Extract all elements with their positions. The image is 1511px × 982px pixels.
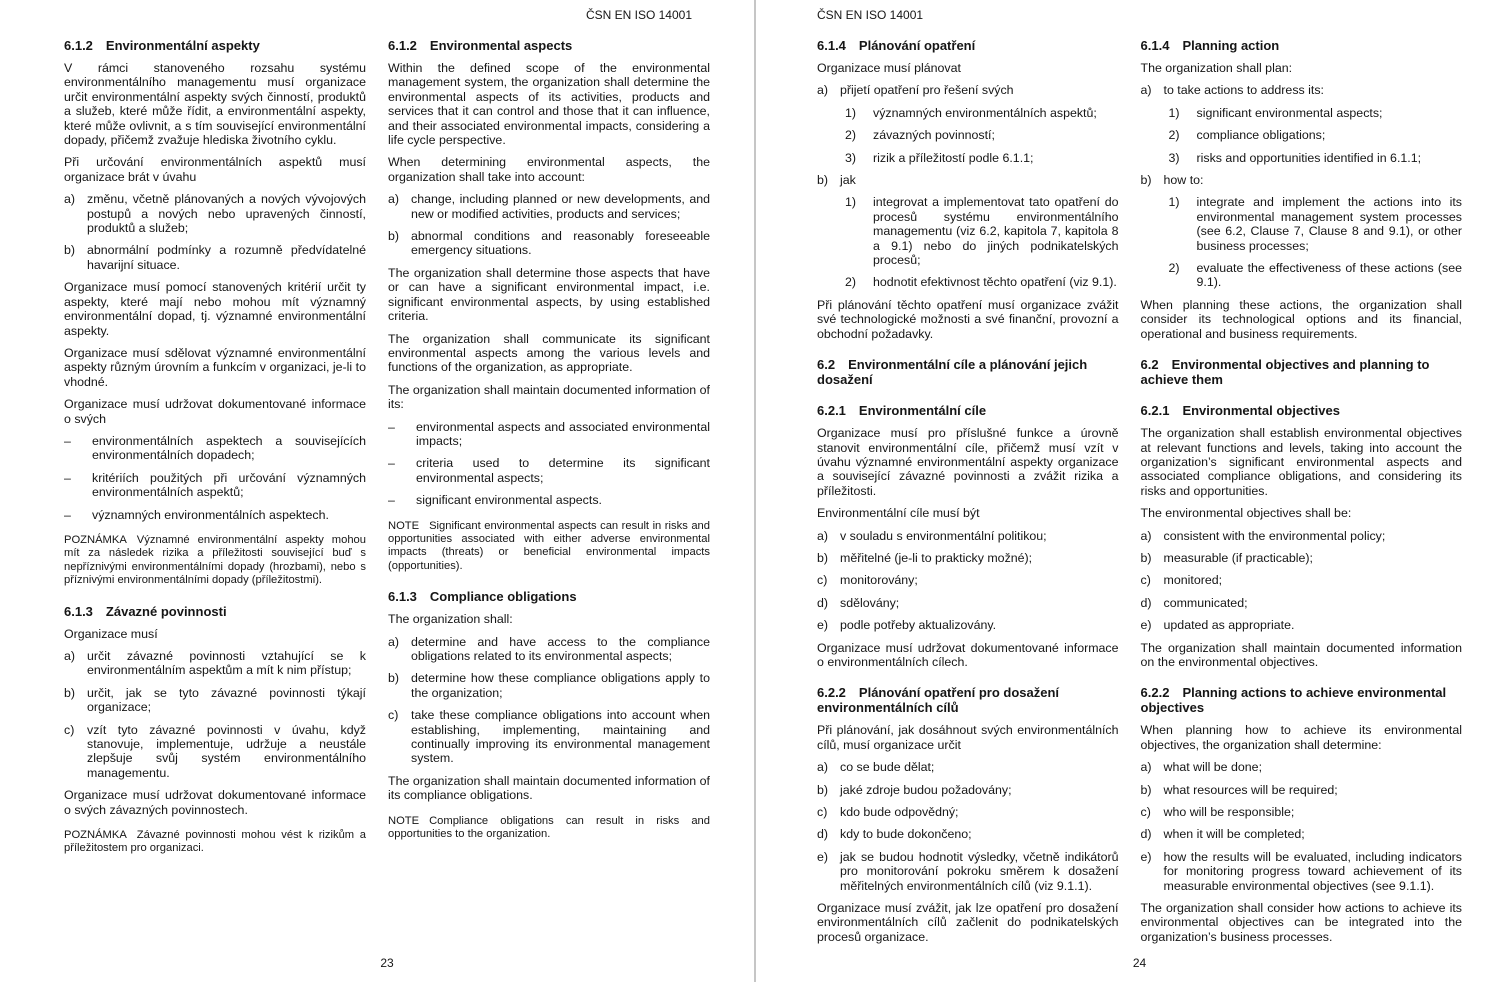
item-label: c) [1140, 573, 1151, 588]
item-text: The organization shall: [388, 612, 513, 627]
item-label: d) [817, 827, 829, 842]
paragraph [388, 61, 710, 147]
section-title: Závazné povinnosti [105, 603, 227, 619]
list-item-alpha [1141, 596, 1462, 610]
item-text: monitored; [1163, 573, 1223, 588]
paragraph [388, 612, 710, 626]
item-label: b) [64, 685, 76, 700]
paragraph [1141, 298, 1462, 341]
section-number: 6.2.1 [817, 403, 846, 419]
list-item-alpha [817, 805, 1119, 819]
paragraph [388, 155, 710, 184]
item-label: e) [1140, 849, 1152, 864]
item-text: sdělovány; [840, 595, 900, 610]
columns [817, 38, 1462, 952]
note [64, 829, 366, 856]
item-text: Při určování environmentálních aspektů musí organizace brát v úvahu [64, 155, 366, 184]
item-text: Organizace musí udržovat dokumentované informace o svých závazných povinnostech. [64, 788, 366, 817]
item-text: Environmentální cíle musí být [817, 506, 980, 521]
item-label: – [388, 456, 395, 471]
section-heading [388, 38, 710, 53]
list-item-alpha [1141, 760, 1462, 774]
item-label: – [388, 493, 395, 508]
list-item-alpha [388, 671, 710, 700]
columns [64, 38, 710, 866]
column-czech [64, 38, 366, 866]
item-text: Organizace musí pro příslušné funkce a úrovně stanovit environmentální cíle, přičemž musí vzít v úvahu významné environmentální aspekty organizace a související závazné povinnosti a zvážit rizika a příležitosti. [817, 426, 1119, 498]
item-text: podle potřeby aktualizovány. [840, 618, 997, 633]
section-heading [1141, 403, 1462, 418]
section-number: 6.1.3 [388, 589, 417, 605]
section-number: 6.2.1 [1140, 403, 1170, 419]
item-text: take these compliance obligations into account when establishing, implementing, maintaining and continually improving its environmental management system. [411, 708, 710, 766]
list-item-dash [388, 493, 710, 507]
item-text: The organization shall determine those aspects that have or can have a significant environmental impact, i.e. significant environmental aspects, by using established criteria. [388, 265, 710, 324]
item-label: b) [388, 671, 400, 686]
list-item-numbered [1141, 128, 1462, 142]
item-text: what will be done; [1163, 760, 1263, 775]
list-item-numbered [1141, 261, 1462, 290]
paragraph [64, 346, 366, 389]
item-label: – [64, 507, 71, 522]
item-label: POZNÁMKA [64, 533, 127, 546]
item-label: e) [817, 849, 829, 864]
paragraph [1141, 641, 1462, 670]
list-item-alpha [817, 618, 1119, 632]
item-text: The organization shall establish environmental objectives at relevant functions and levels, taking into account the organization’s significant environmental aspects and associated compliance obligations, and considering its risks and opportunities. [1140, 426, 1462, 498]
paragraph [1141, 426, 1462, 498]
section-heading [817, 403, 1119, 418]
item-text: kdo bude odpovědný; [840, 805, 959, 819]
list-item-alpha [817, 529, 1119, 543]
section-heading [64, 604, 366, 619]
item-label: a) [817, 83, 829, 98]
item-text: Organizace musí udržovat dokumentované informace o svých [64, 397, 366, 426]
item-text: The organization shall plan: [1140, 61, 1293, 75]
item-text: jaké zdroje budou požadovány; [840, 782, 1012, 797]
section-number: 6.1.3 [64, 603, 93, 619]
item-label: a) [388, 192, 400, 207]
item-label: b) [1140, 173, 1152, 188]
paragraph [388, 332, 710, 375]
list-item-alpha [817, 83, 1119, 97]
item-label: – [64, 433, 71, 448]
section-title: Environmentální cíle a plánování jejich dosažení [817, 357, 1088, 388]
item-text: Při plánování, jak dosáhnout svých environmentálních cílů, musí organizace určit [817, 723, 1119, 752]
section-heading [1141, 357, 1462, 387]
section-number: 6.1.4 [1140, 38, 1170, 53]
item-text: when it will be completed; [1163, 827, 1305, 842]
paragraph [64, 61, 366, 147]
item-text: kritériích použitých při určování významných environmentálních aspektů; [92, 470, 366, 500]
section-title: Environmental objectives [1182, 403, 1340, 419]
paragraph [817, 61, 1119, 75]
item-text: co se bude dělat; [840, 760, 935, 775]
item-label: NOTE [388, 519, 420, 532]
item-text: The organization shall maintain documented information on the environmental objectives. [1140, 640, 1462, 669]
item-label: b) [817, 173, 829, 188]
paragraph [1141, 901, 1462, 944]
column-english [388, 38, 710, 866]
item-text: abnormální podmínky a rozumně předvídatelné havarijní situace. [87, 243, 366, 272]
section-title: Plánování opatření [858, 38, 976, 53]
item-label: c) [64, 722, 75, 737]
list-item-alpha [817, 551, 1119, 565]
item-label: a) [817, 760, 829, 775]
column-english [1141, 38, 1462, 952]
item-label: – [388, 419, 395, 434]
item-text: The environmental objectives shall be: [1140, 506, 1352, 521]
item-label: 1) [1168, 105, 1180, 120]
section-number: 6.1.2 [388, 38, 417, 53]
note [388, 815, 710, 842]
item-text: significant environmental aspects; [1196, 105, 1383, 120]
page-number: 24 [1132, 956, 1147, 970]
item-text: Compliance obligations can result in risks and opportunities to the organization. [388, 814, 710, 841]
item-text: updated as appropriate. [1163, 618, 1295, 633]
list-item-alpha [817, 850, 1119, 893]
item-text: significant environmental aspects. [416, 493, 602, 508]
list-item-numbered [817, 106, 1119, 120]
list-item-numbered [1141, 195, 1462, 253]
list-item-alpha [64, 649, 366, 678]
page-24 [756, 0, 1511, 982]
list-item-alpha [388, 635, 710, 664]
paragraph [817, 641, 1119, 670]
item-label: 1) [845, 105, 857, 120]
item-text: změnu, včetně plánovaných a nových vývojových postupů a nových nebo upravených činností, produktů a služeb; [87, 192, 366, 236]
list-item-alpha [1141, 529, 1462, 543]
item-text: The organization shall maintain documented information of its: [388, 382, 710, 412]
item-text: The organization shall communicate its significant environmental aspects among the various levels and functions of the organization, as appropriate. [388, 331, 710, 375]
item-label: a) [1140, 528, 1152, 543]
item-text: integrovat a implementovat tato opatření do procesů systému environmentálního managementu (viz 6.2, kapitola 7, kapitola 8 a 9.1) nebo do jiných podnikatelských procesů; [873, 195, 1119, 268]
list-item-alpha [817, 573, 1119, 587]
item-text: Organizace musí [64, 626, 158, 641]
item-text: určit závazné povinnosti vztahující se k environmentálním aspektům a mít k nim přístup; [87, 649, 366, 678]
list-item-dash [64, 434, 366, 463]
list-item-alpha [1141, 83, 1462, 97]
section-title: Environmental aspects [429, 38, 573, 53]
section-title: Planning action [1182, 38, 1280, 53]
section-title: Compliance obligations [429, 589, 577, 605]
item-text: Significant environmental aspects can result in risks and opportunities associated with either adverse environmental impacts (threats) or beneficial environmental impacts (opportunities). [388, 519, 710, 572]
item-label: 1) [1168, 195, 1180, 210]
list-item-alpha [388, 229, 710, 258]
note [64, 534, 366, 588]
page-24-content [817, 0, 1462, 982]
list-item-dash [388, 420, 710, 449]
section-title: Environmentální aspekty [105, 38, 260, 53]
item-label: b) [64, 243, 76, 258]
list-item-dash [64, 471, 366, 500]
paragraph [64, 627, 366, 641]
item-label: 1) [845, 195, 857, 210]
paragraph [1141, 723, 1462, 752]
item-text: criteria used to determine its significant environmental aspects; [416, 456, 710, 485]
item-label: c) [817, 573, 828, 588]
item-text: přijetí opatření pro řešení svých [840, 83, 1014, 98]
item-text: When determining environmental aspects, the organization shall take into account: [388, 155, 710, 184]
list-item-alpha [1141, 551, 1462, 565]
item-label: b) [1140, 782, 1152, 797]
section-number: 6.2.2 [1140, 685, 1170, 701]
item-text: Významné environmentální aspekty mohou mít za následek rizika a příležitosti související buď s nepříznivými environmentálními dopady (hrozbami), nebo s příznivými environmentálními dopady (příležitostmi). [64, 533, 366, 587]
item-label: a) [1140, 83, 1152, 98]
paragraph [388, 774, 710, 803]
item-text: consistent with the environmental policy; [1163, 528, 1386, 543]
item-label: a) [817, 528, 829, 543]
list-item-numbered [1141, 151, 1462, 165]
item-label: 2) [845, 128, 857, 143]
list-item-alpha [1141, 173, 1462, 187]
section-heading [1141, 38, 1462, 53]
section-heading [817, 357, 1119, 387]
paragraph [388, 383, 710, 412]
item-text: Při plánování těchto opatření musí organizace zvážit své technologické možnosti a své finanční, provozní a obchodní požadavky. [817, 297, 1119, 341]
item-label: b) [817, 550, 829, 565]
item-text: communicated; [1163, 595, 1248, 610]
section-number: 6.2 [817, 357, 836, 373]
item-text: environmental aspects and associated environmental impacts; [416, 419, 710, 448]
item-text: to take actions to address its: [1163, 83, 1324, 98]
item-label: b) [1140, 550, 1152, 565]
list-item-alpha [64, 723, 366, 781]
section-heading [64, 38, 366, 53]
item-text: určit, jak se tyto závazné povinnosti týkají organizace; [87, 685, 366, 715]
note [388, 520, 710, 574]
running-header: ČSN EN ISO 14001 [585, 8, 692, 22]
paragraph [1141, 506, 1462, 520]
item-text: Organizace musí plánovat [817, 61, 961, 75]
section-number: 6.1.2 [64, 38, 93, 53]
item-label: – [64, 470, 71, 485]
list-item-alpha [817, 760, 1119, 774]
list-item-alpha [388, 192, 710, 221]
item-label: 2) [1168, 261, 1180, 276]
item-text: monitorovány; [840, 573, 918, 588]
section-number: 6.2.2 [817, 685, 846, 701]
item-label: 2) [1168, 128, 1180, 143]
item-text: Organizace musí pomocí stanovených kritérií určit ty aspekty, které mají nebo mohou mít významný environmentální dopad, tj. významné environmentální aspekty. [64, 280, 366, 338]
item-label: 3) [845, 150, 857, 165]
paragraph [817, 298, 1119, 341]
section-number: 6.2 [1140, 357, 1159, 373]
item-text: integrate and implement the actions into its environmental management system processes (see 6.2, Clause 7, Clause 8 and 9.1), or other business processes; [1196, 195, 1462, 253]
item-text: measurable (if practicable); [1163, 550, 1313, 565]
item-text: Organizace musí udržovat dokumentované informace o environmentálních cílech. [817, 640, 1119, 669]
item-text: rizik a příležitostí podle 6.1.1; [873, 150, 1034, 165]
item-text: determine and have access to the compliance obligations related to its environmental aspects; [411, 634, 710, 663]
item-text: The organization shall consider how actions to achieve its environmental objectives can be integrated into the organization’s business processes. [1140, 901, 1462, 944]
item-label: 2) [845, 275, 857, 290]
section-heading [1141, 685, 1462, 715]
list-item-dash [64, 508, 366, 522]
list-item-dash [388, 456, 710, 485]
item-label: POZNÁMKA [64, 829, 127, 842]
list-item-alpha [64, 243, 366, 272]
paragraph [64, 280, 366, 338]
item-label: d) [817, 595, 829, 610]
item-text: compliance obligations; [1196, 128, 1326, 143]
paragraph [817, 901, 1119, 944]
item-label: b) [817, 782, 829, 797]
list-item-numbered [1141, 106, 1462, 120]
item-label: e) [1140, 618, 1152, 633]
section-title: Environmentální cíle [858, 403, 987, 419]
column-czech [817, 38, 1119, 952]
item-label: 3) [1168, 150, 1180, 165]
list-item-alpha [1141, 783, 1462, 797]
running-header: ČSN EN ISO 14001 [817, 8, 924, 22]
item-label: a) [64, 192, 76, 207]
item-text: v souladu s environmentální politikou; [840, 528, 1047, 543]
list-item-alpha [817, 827, 1119, 841]
item-text: měřitelné (je-li to prakticky možné); [840, 550, 1033, 565]
item-label: d) [1140, 595, 1152, 610]
section-title: Plánování opatření pro dosažení environmentálních cílů [817, 685, 1060, 716]
list-item-numbered [817, 195, 1119, 267]
item-text: change, including planned or new developments, and new or modified activities, products and services; [411, 192, 710, 221]
list-item-alpha [64, 686, 366, 715]
list-item-alpha [64, 192, 366, 235]
list-item-alpha [1141, 850, 1462, 893]
item-label: e) [817, 618, 829, 633]
list-item-alpha [817, 173, 1119, 187]
list-item-alpha [817, 596, 1119, 610]
paragraph [817, 723, 1119, 752]
item-text: Organizace musí zvážit, jak lze opatření pro dosažení environmentálních cílů začlenit do podnikatelských procesů organizace. [817, 901, 1119, 944]
page-23-content [64, 0, 710, 982]
item-text: risks and opportunities identified in 6.1.1; [1196, 150, 1422, 165]
item-text: významných environmentálních aspektech. [92, 507, 329, 522]
item-label: c) [817, 805, 828, 819]
section-heading [388, 589, 710, 604]
item-label: c) [1140, 805, 1151, 819]
item-text: hodnotit efektivnost těchto opatření (viz 9.1). [873, 275, 1117, 290]
section-title: Environmental objectives and planning to achieve them [1140, 357, 1430, 388]
list-item-alpha [388, 708, 710, 766]
list-item-alpha [1141, 573, 1462, 587]
item-text: Within the defined scope of the environmental management system, the organization shall determine the environmental aspects of its activities, products and services that it can control and those that it can influence, and their associated environmental impacts, considering a life cycle perspective. [388, 61, 710, 148]
paragraph [817, 506, 1119, 520]
item-label: c) [388, 708, 399, 723]
item-text: významných environmentálních aspektů; [873, 105, 1097, 120]
item-text: how to: [1163, 173, 1204, 188]
item-text: how the results will be evaluated, including indicators for monitoring progress toward achievement of its measurable environmental objectives (see 9.1.1). [1163, 849, 1462, 893]
paragraph [1141, 61, 1462, 75]
item-text: When planning how to achieve its environmental objectives, the organization shall determine: [1140, 723, 1462, 752]
page-number: 23 [380, 956, 394, 970]
section-heading [817, 38, 1119, 53]
item-text: kdy to bude dokončeno; [840, 827, 972, 842]
item-label: NOTE [388, 814, 420, 827]
item-text: vzít tyto závazné povinnosti v úvahu, když stanovuje, implementuje, udržuje a neustále zlepšuje svůj systém environmentálního managementu. [87, 722, 366, 780]
item-text: Organizace musí sdělovat významné environmentální aspekty různým úrovním a funkcím v organizaci, je-li to vhodné. [64, 345, 366, 389]
item-text: environmentálních aspektech a souvisejících environmentálních dopadech; [92, 433, 366, 463]
paragraph [64, 155, 366, 184]
paragraph [388, 266, 710, 324]
list-item-alpha [817, 783, 1119, 797]
item-label: a) [64, 649, 76, 663]
item-text: determine how these compliance obligations apply to the organization; [411, 671, 710, 700]
item-text: abnormal conditions and reasonably foreseeable emergency situations. [411, 229, 710, 258]
item-text: jak se budou hodnotit výsledky, včetně indikátorů pro monitorování pokroku směrem k dosažení měřitelných environmentálních cílů (viz 9.1.1). [840, 849, 1119, 893]
item-label: a) [1140, 760, 1152, 775]
item-text: what resources will be required; [1163, 782, 1338, 797]
list-item-numbered [817, 128, 1119, 142]
section-title: Planning actions to achieve environmental objectives [1140, 685, 1447, 716]
item-text: who will be responsible; [1163, 805, 1295, 819]
item-text: When planning these actions, the organization shall consider its technological options and its financial, operational and business requirements. [1140, 297, 1462, 341]
item-label: a) [388, 634, 400, 649]
item-text: Závazné povinnosti mohou vést k rizikům a příležitostem pro organizaci. [64, 829, 366, 855]
list-item-alpha [1141, 805, 1462, 819]
item-text: závazných povinností; [873, 128, 995, 143]
paragraph [817, 426, 1119, 498]
page-23 [0, 0, 754, 982]
list-item-numbered [817, 275, 1119, 289]
section-heading [817, 685, 1119, 715]
item-label: b) [388, 229, 400, 244]
list-item-numbered [817, 151, 1119, 165]
item-text: evaluate the effectiveness of these actions (see 9.1). [1196, 261, 1462, 290]
paragraph [64, 788, 366, 817]
list-item-alpha [1141, 827, 1462, 841]
list-item-alpha [1141, 618, 1462, 632]
item-text: jak [840, 173, 856, 188]
section-number: 6.1.4 [817, 38, 846, 53]
item-text: V rámci stanoveného rozsahu systému environmentálního managementu musí organizace určit environmentální aspekty svých činností, produktů a služeb, které může řídit, a environmentální aspekty, které může ovlivnit, a s tím související environmentální dopady, přičemž zvažuje hlediska životního cyklu. [64, 61, 366, 148]
item-text: The organization shall maintain documented information of its compliance obligations. [388, 773, 710, 803]
item-label: d) [1140, 827, 1152, 842]
paragraph [64, 397, 366, 426]
